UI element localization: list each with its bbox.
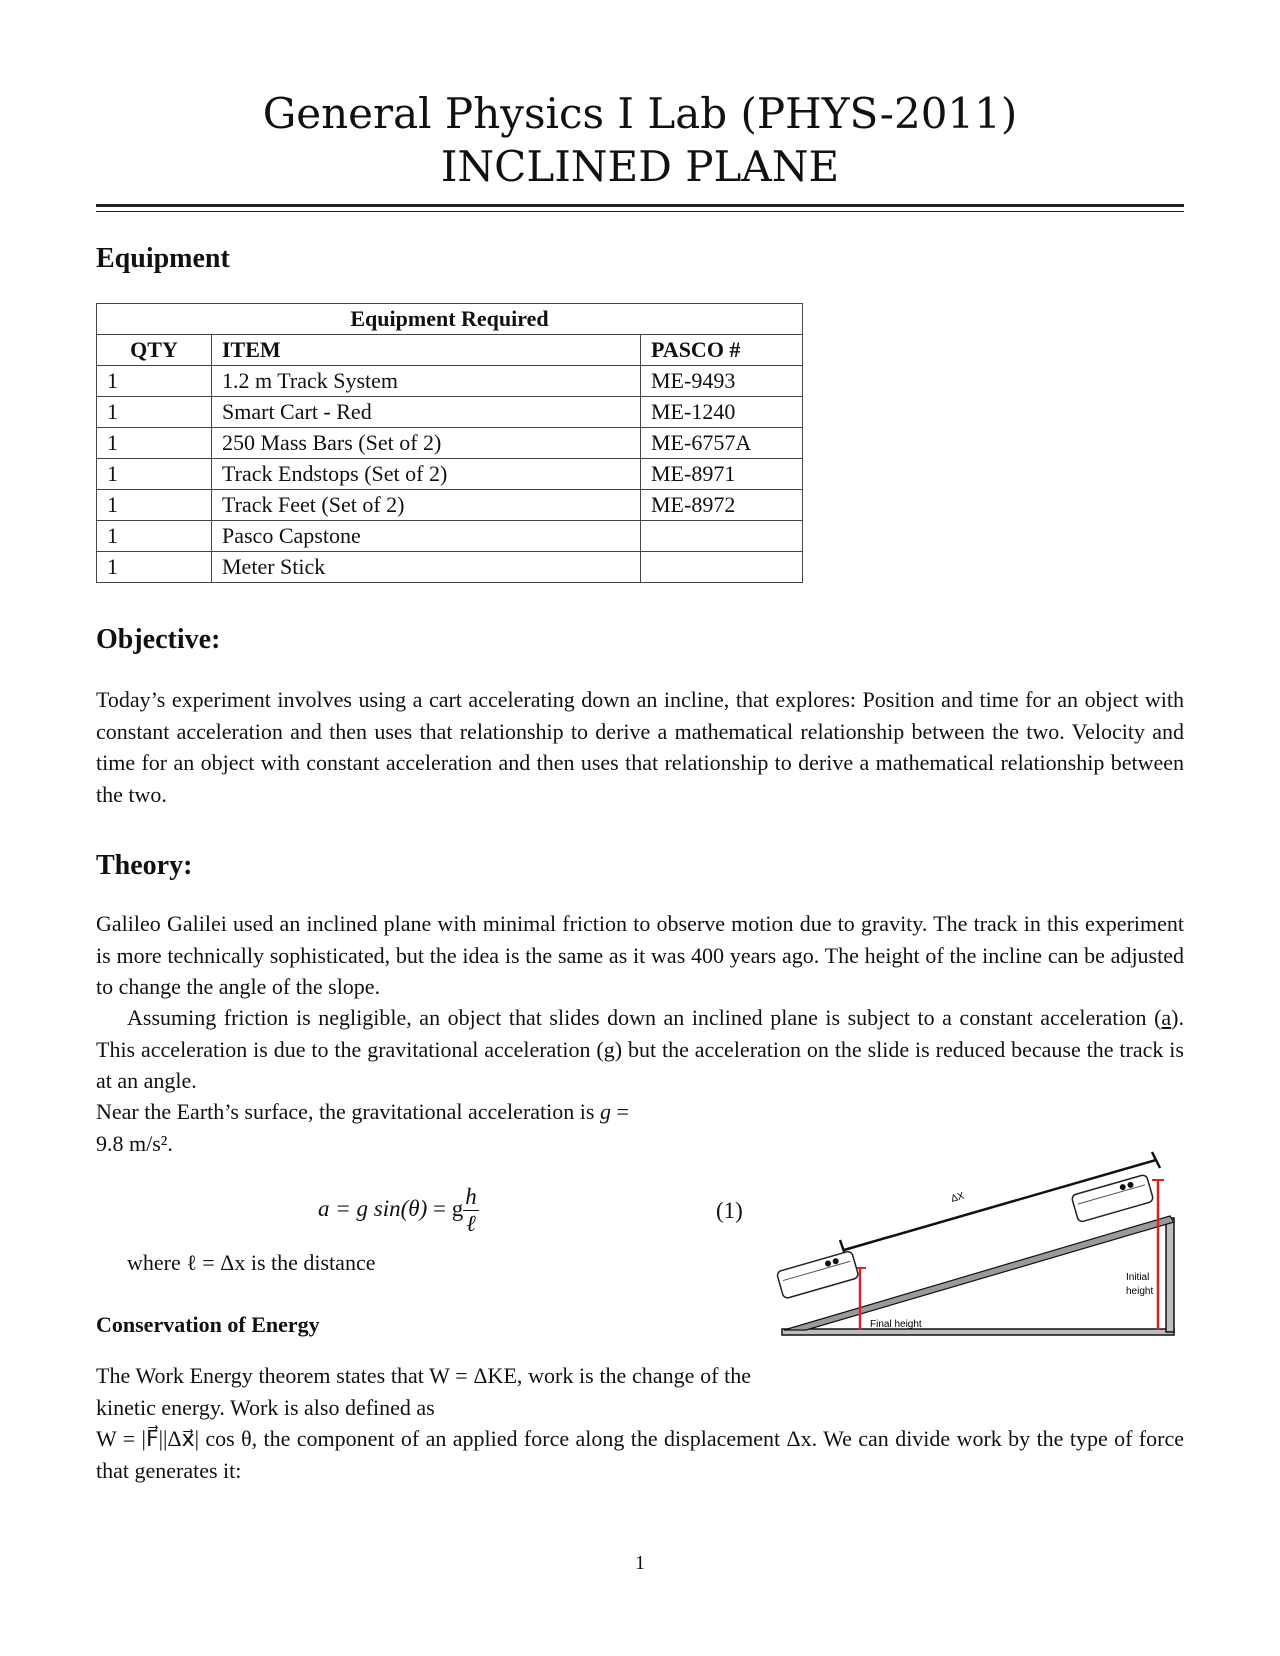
cell-pasco: ME-6757A [641,428,803,459]
column-header-pasco: PASCO # [641,335,803,366]
cell-qty: 1 [97,521,212,552]
equation-fraction: $\frac{h}{\text{ℓ}}$ [465,1184,477,1236]
column-header-item: ITEM [212,335,641,366]
cell-item: 250 Mass Bars (Set of 2) [212,428,641,459]
title-rule [96,204,1184,212]
cell-pasco [641,552,803,583]
theory-paragraph-1: Galileo Galilei used an inclined plane with minimal friction to observe motion due to gravity. The track in this experiment is more technically sophisticated, but the idea is the same as it was 400 years ago. The height of the incline can be adjusted to change the angle of the slope. [96,911,1184,999]
symbol-g: g [603,1036,615,1062]
energy-heading: Conservation of Energy [96,1312,320,1337]
equation-lhs: a = g sin(θ) [318,1195,428,1221]
cell-pasco: ME-8972 [641,490,803,521]
theory-paragraph-2: Assuming friction is negligible, an object that slides down an inclined plane is subject to a constant acceleration (a). This acceleration is due to the gravitational acceleration (g) but the acceleration on the slide is reduced because the track is at an angle. [96,1005,1184,1093]
equation-number: (1) [716,1198,743,1223]
table-row [97,552,803,583]
equipment-table [96,303,803,583]
cell-item: Track Feet (Set of 2) [212,490,641,521]
svg-text:Final height: Final height [870,1319,922,1330]
gravity-value: 9.8 m/s². [96,1130,173,1156]
cell-item: Pasco Capstone [212,521,641,552]
cell-pasco: ME-9493 [641,366,803,397]
cell-item: 1.2 m Track System [212,366,641,397]
svg-text:height: height [1126,1286,1154,1297]
symbol-a: a [1161,1005,1172,1030]
column-header-qty: QTY [97,335,212,366]
cell-qty: 1 [97,490,212,521]
theory-heading: Theory: [96,850,193,881]
equipment-heading: Equipment [96,243,230,274]
objective-heading: Objective: [96,624,221,655]
svg-text:ΔX: ΔX [949,1190,966,1205]
cell-qty: 1 [97,428,212,459]
cell-pasco: ME-8971 [641,459,803,490]
incline-figure [774,1150,1180,1340]
cell-item: Smart Cart - Red [212,397,641,428]
cart-bottom [776,1251,859,1299]
theory-paragraph-3: Near the Earth’s surface, the gravitational acceleration is g = 9.8 m/s². [96,1099,629,1156]
cell-pasco [641,521,803,552]
table-row [97,397,803,428]
svg-text:Initial: Initial [1126,1272,1150,1283]
cell-qty: 1 [97,459,212,490]
cell-qty: 1 [97,366,212,397]
cell-qty: 1 [97,397,212,428]
table-row [97,366,803,397]
table-row [97,459,803,490]
where-text: where ℓ = Δx is the distance [127,1250,376,1275]
table-row [97,521,803,552]
cell-pasco: ME-1240 [641,397,803,428]
cell-qty: 1 [97,552,212,583]
table-row [97,428,803,459]
lab-title: INCLINED PLANE [440,142,840,191]
energy-paragraph-2: W = |F⃗||Δx⃗| cos θ, the component of an applied force along the displacement Δx. We can divide work by the type of force that generates it: [96,1426,1184,1483]
table-caption: Equipment Required [97,304,803,335]
cell-item: Meter Stick [212,552,641,583]
course-title: General Physics I Lab (PHYS-2011) [262,89,1018,138]
page-number: 1 [635,1552,645,1574]
objective-text: Today’s experiment involves using a cart accelerating down an incline, that explores: Position and time for an object with constant acceleration and then uses that relationship to derive a mathematical relationship between the two. Velocity and time for an object with constant acceleration and then uses that relationship to derive a mathematical relationship between the two. [96,687,1184,807]
equation-1: a = g sin(θ) = g $\frac{h}{\text{ℓ}}$ [318,1184,477,1236]
energy-paragraph-1: The Work Energy theorem states that W = ΔKE, work is the change of the kinetic energy. Work is also defined as [96,1363,751,1420]
table-row [97,490,803,521]
cell-item: Track Endstops (Set of 2) [212,459,641,490]
inclined-plane-diagram [774,1150,1180,1340]
